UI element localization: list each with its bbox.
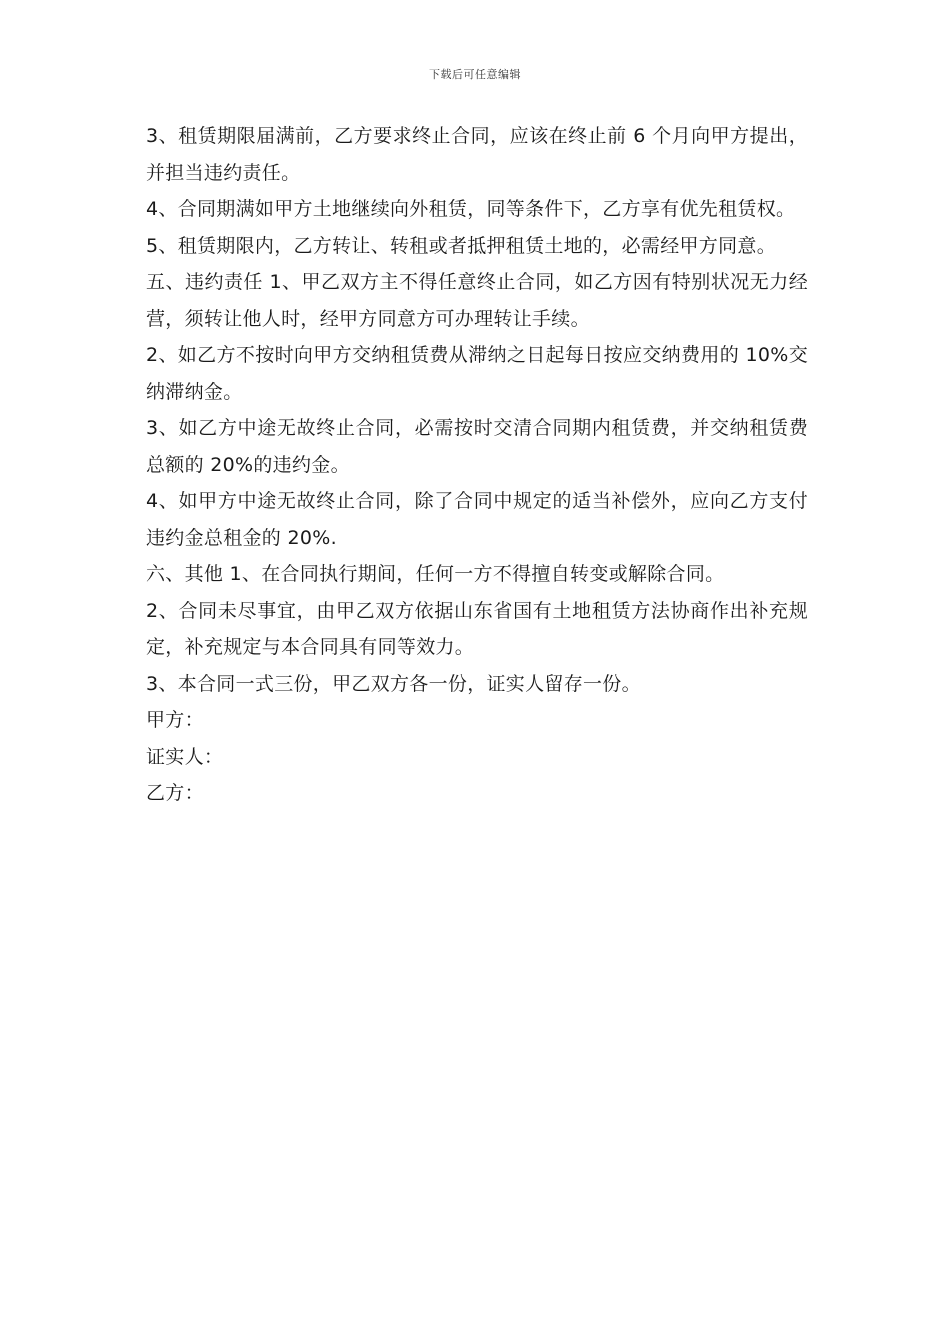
signature-party-a: 甲方： (146, 709, 204, 731)
contract-body (146, 118, 808, 812)
clause-priority-renewal: 4、合同期满如甲方土地继续向外租赁，同等条件下，乙方享有优先租赁权。 (146, 198, 796, 220)
clause-copies: 3、本合同一式三份，甲乙双方各一份，证实人留存一份。 (146, 672, 641, 695)
clause-tenant-termination-penalty: 3、如乙方中途无故终止合同，必需按时交清合同期内租赁费，并交纳租赁费总额的 20%的违约金。 (146, 417, 808, 476)
clause-lease-early-termination: 3、租赁期限届满前，乙方要求终止合同，应该在终止前 6 个月向甲方提出，并担当违约责任。 (146, 125, 808, 184)
clause-supplementary-provisions: 2、合同未尽事宜，由甲乙双方依据山东省国有土地租赁方法协商作出补充规定，补充规定与本合同具有同等效力。 (146, 599, 808, 658)
clause-transfer-consent: 5、租赁期限内，乙方转让、转租或者抵押租赁土地的，必需经甲方同意。 (146, 234, 776, 257)
signature-witness: 证实人： (146, 745, 224, 768)
section-other-terms: 六、其他 1、在合同执行期间，任何一方不得擅自转变或解除合同。 (146, 563, 725, 585)
section-breach-liability: 五、违约责任 1、甲乙双方主不得任意终止合同，如乙方因有特别状况无力经营，须转让他人时，经甲方同意方可办理转让手续。 (146, 271, 808, 330)
clause-landlord-termination-penalty: 4、如甲方中途无故终止合同，除了合同中规定的适当补偿外，应向乙方支付违约金总租金的 20%. (146, 490, 808, 549)
header-note: 下载后可任意编辑 (429, 68, 521, 81)
signature-party-b: 乙方： (146, 782, 204, 804)
clause-late-fee: 2、如乙方不按时向甲方交纳租赁费从滞纳之日起每日按应交纳费用的 10%交纳滞纳金。 (146, 344, 808, 403)
